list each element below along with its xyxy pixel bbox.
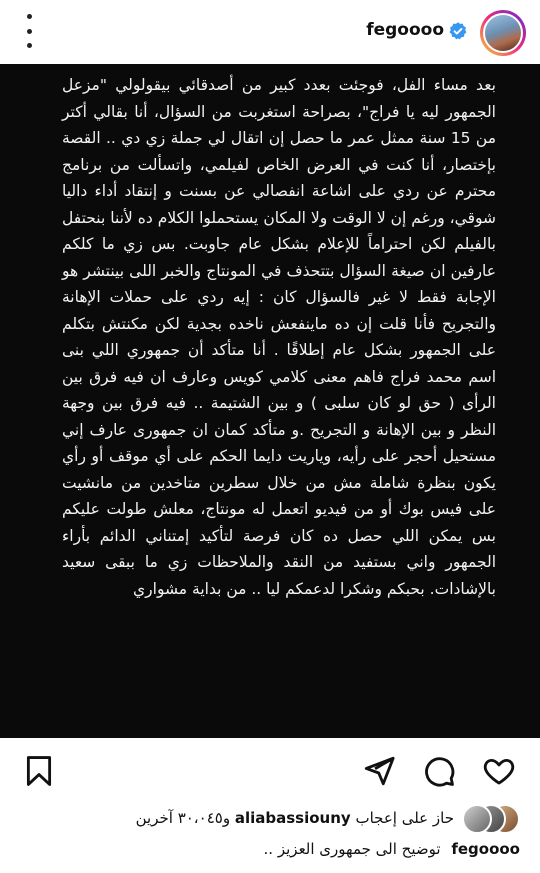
avatar	[462, 804, 492, 834]
post-text: بعد مساء الفل، فوجئت بعدد كبير من أصدقائي بيقولولي "مزعل الجمهور ليه يا فراج"، بصراحة استغربت من السؤال، أنا بقالي أكتر من 15 سنة ممثل عمر ما حصل إن اتقال لي جملة زي دي .. القصة بإختصار، أنا كنت في العرض الخاص لفيلمي، واتسألت من برنامج محترم عن ردي على اشاعة انفصالي عن بسنت و إنتقاد أداء داليا شوقي، ورغم إن لا الوقت ولا المكان يستحملوا الكلام ده لأننا بنحتفل بالفيلم لكن احتراماً للإعلام بشكل عام جاوبت. بس زي ما كلكم عارفين ان صيغة السؤال بتتحذف في المونتاج والخبر اللى بينتشر هو الإجابة فقط لا غير فالسؤال كان : إيه ردي على حملات الإهانة والتجريح فأنا قلت إن ده ماينفعش ناخده بجدية لكن مكنتش بتكلم على الجمهور بشكل عام إطلاقًا . أنا متأكد أن جمهوري اللي بنى اسم محمد فراج فاهم معنى كلامي كويس وعارف ان فيه فرق بين الرأى ( حق لو كان سلبى ) و بين الشتيمة .. فيه فرق بين وجهة النظر و بين الإهانة و التجريح .و متأكد كمان ان جمهورى عارف إني مستحيل أحجر على رأيه، وياريت دايما الحكم على أي موقف أو رأي يكون بنظرة شاملة مش من خلال سطرين متاخدين من مانشيت على فيس بوك أو من فيديو اتعمل له مونتاج، معلش طولت عليكم بس يمكن اللي حصل ده كان فرصة لتأكيد إمتناني الدائم بأراء الجمهور واني بستفيد من النقد والملاحظات زي ما ببقى سعيد بالإشادات. بحبكم وشكرا لدعمكم ليا .. من بداية مشواري	[62, 76, 497, 598]
menu-dot	[27, 29, 32, 34]
liker-avatars	[462, 804, 520, 832]
more-options-icon[interactable]	[18, 14, 40, 48]
likes-summary[interactable]	[136, 800, 520, 836]
bookmark-icon[interactable]	[22, 754, 56, 788]
likes-text	[136, 809, 454, 827]
send-icon[interactable]	[362, 754, 396, 788]
menu-dot	[27, 43, 32, 48]
liker-username[interactable]: aliabassiouny	[234, 809, 351, 827]
menu-dot	[27, 14, 32, 19]
caption	[264, 840, 520, 858]
avatar-image	[483, 13, 523, 53]
heart-icon[interactable]	[482, 754, 516, 788]
profile-avatar[interactable]	[480, 10, 526, 56]
caption-text: توضيح الى جمهورى العزيز ..	[263, 840, 441, 858]
header-username[interactable]: fegoooo	[366, 20, 444, 40]
action-bar	[0, 748, 540, 796]
likes-prefix: حاز على إعجاب	[355, 809, 454, 827]
comment-icon[interactable]	[422, 754, 456, 788]
post-image[interactable]	[0, 64, 540, 738]
caption-username[interactable]: fegoooo	[451, 840, 520, 858]
post-header	[0, 0, 540, 64]
verified-badge-icon	[448, 21, 468, 41]
likes-count: و٣٠،٠٤٥ آخرين	[135, 809, 231, 827]
